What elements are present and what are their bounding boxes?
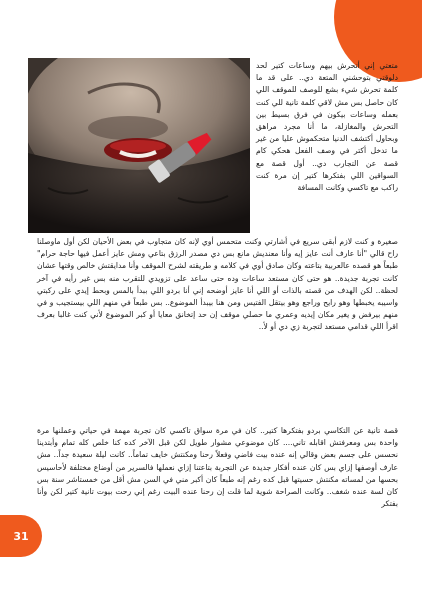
- illustration-face-with-lipstick: [28, 58, 250, 233]
- page-number: 31: [13, 529, 29, 543]
- page-number-badge: [0, 515, 42, 557]
- side-column-text: متعتي إني أتحرش بيهم وساعات كتير لحد دلوقتي بتوحشني المتعة دي.. على قد ما كلمة تحرش شيء بشع للوصف للموقف اللي كان حاصل بس مش لاقي كلمة تانية للي كنت بعمله وساعات بيكون في فرق بسيط بين التحرش والمغازلة، ما أنا مجرد مراهق وبحاول أكتشف الدنيا متحكموش عليا من غير ما تدخل أكتر في وصف الفعل هحكي كام قصة عن التجارب دي.. أول قصة مع السواقين اللي بفتكرها كتير إن مرة كنت راكب مع تاكسي وكانت المسافة: [256, 61, 398, 193]
- body-paragraph-2: قصة تانية عن التكاسي بردو بفتكرها كتير.. كان في مرة سواق تاكسي كان تجربة مهمة في حياتي وعملنها مرة واحدة بس ومعرفتش اقابله تاني.... كان موضوعي مشوار طويل لكن قبل الآخر كده كنا خلص كله تمام وأبتدينا نحسس على جسم بعض وقالي إنه عنده بيت فاضي وفعلاً رحنا ومكنتش خايف تماماً.. كانت ليلة سعيدة جداً.. مش عارف أوصفها إزاي بس كان عنده أفكار جديدة عن التجربة بتاعتنا إزاي نعملها فالسرير من أوضاع مختلفة لأحاسيس بحسها من لمساته مكنتش حسيتها قبل كده رغم إنه طبعاً كان أكبر مني في السن مش أقل من خمستاشر سنة بس كان لسة عنده شغف.. وكانت الصراحة شوية لما قلت إن رحنا عنده البيت رغم إني رحت بيوت تانية كتير لكن وأنا بفتكر: [37, 426, 398, 509]
- body-paragraph-1: صغيرة و كنت لازم أبقى سريع في أشارتي وكنت متحمس أوي لإنه كان متجاوب في بعض الأحيان لكن أول ماوصلنا راح قالي "أنا عارف أنت عايز إيه وأنا معنديش مانع بس دي مصدر الرزق بتاعي ومش عايز أعمل فيها حاجة حرام" طبعاً هو قصده عالعربية بتاعته وكان صادق أوي في كلامه و طريقته لشرح الموقف وأنا مدايقتش خالص وقتها عشان كانت تجربة جديدة.. هو حتى كان مستعد ساعات وده حتى ساعد على تزويدي للتقرب منه بس غير رأيه في آخر لحظة.. لكن الهدف من قصته بالذات أو اللي أنا عايز أوضحه إني أنا بردو اللي ببدأ بالمس وبحط إيدي على ركبتي واسيبه يخبطها وهو رايح وراجع وهو بيتقل الفتيس ومن هنا بيبدأ الموضوع.. بس طبعاً في منهم اللي بيستجيب و في منهم بيرفض و يغير مكان إيديه وعمري ما حصلي موقف إن حد إتخانق معايا أو كبر الموضوع لأني كنت غالبا بعرف اقرأ اللي قدامي مستعد لتجربة زي دي أو لأ..: [37, 237, 398, 332]
